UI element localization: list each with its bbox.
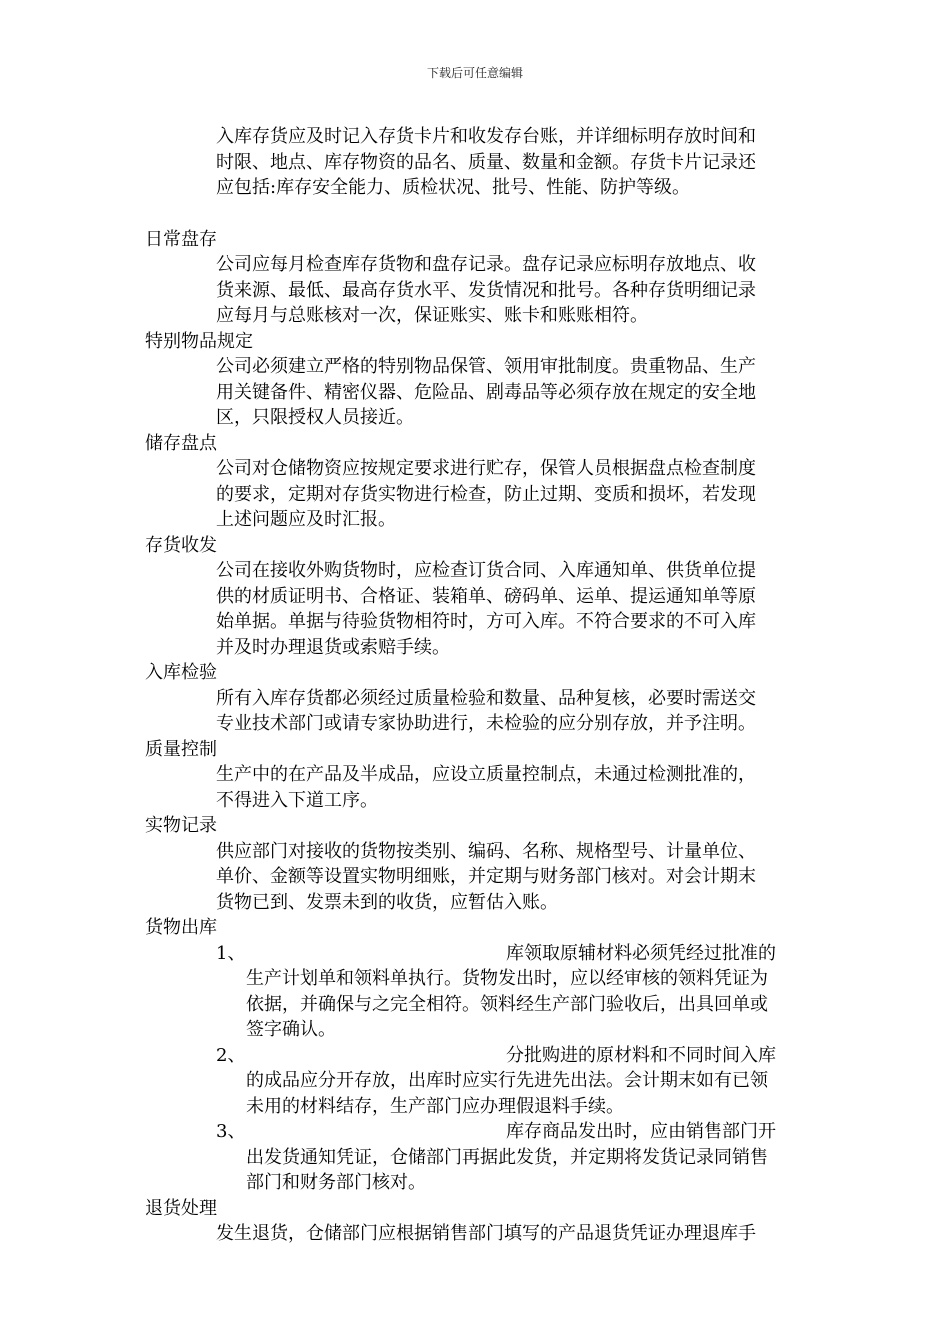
list-item	[0, 1043, 950, 1120]
section-line: 专业技术部门或请专家协助进行，未检验的应分别存放，并予注明。	[216, 713, 756, 734]
section-heading: 储存盘点	[145, 432, 217, 454]
section-line: 用关键备件、精密仪器、危险品、剧毒品等必须存放在规定的安全地	[216, 381, 756, 403]
section-line: 供应部门对接收的货物按类别、编码、名称、规格型号、计量单位、	[216, 840, 756, 862]
intro-paragraph	[0, 124, 950, 201]
item-line: 依据，并确保与之完全相符。领料经生产部门验收后，出具回单或	[246, 993, 768, 1015]
section-line: 货物已到、发票未到的收货，应暂估入账。	[216, 891, 558, 913]
section-outbound	[0, 915, 950, 1196]
section-daily-inventory	[0, 227, 950, 329]
section-heading: 存货收发	[145, 534, 217, 556]
item-line: 签字确认。	[246, 1019, 336, 1040]
section-line: 公司在接收外购货物时，应检查订货合同、入库通知单、供货单位提	[216, 560, 756, 581]
item-line: 的成品应分开存放，出库时应实行先进先出法。会计期末如有已领	[246, 1070, 768, 1091]
section-physical-records	[0, 813, 950, 915]
section-line: 的要求，定期对存货实物进行检查，防止过期、变质和损坏，若发现	[216, 483, 756, 505]
section-heading: 实物记录	[145, 815, 217, 836]
item-number: 1、	[216, 942, 246, 964]
page-header: 下载后可任意编辑	[426, 66, 523, 80]
section-returns	[0, 1196, 950, 1247]
intro-line: 入库存货应及时记入存货卡片和收发存台账，并详细标明存放时间和	[216, 126, 756, 147]
section-line: 公司对仓储物资应按规定要求进行贮存，保管人员根据盘点检查制度	[216, 458, 756, 479]
section-line: 发生退货，仓储部门应根据销售部门填写的产品退货凭证办理退库手	[216, 1223, 756, 1244]
item-number: 2、	[216, 1044, 246, 1066]
section-line: 不得进入下道工序。	[216, 789, 378, 811]
section-heading: 入库检验	[145, 662, 217, 683]
section-storage-check	[0, 431, 950, 533]
section-line: 并及时办理退货或索赔手续。	[216, 636, 450, 658]
section-line: 生产中的在产品及半成品，应设立质量控制点，未通过检测批准的，	[216, 764, 756, 785]
item-number: 3、	[216, 1121, 246, 1142]
section-receiving	[0, 533, 950, 661]
section-line: 公司必须建立严格的特别物品保管、领用审批制度。贵重物品、生产	[216, 356, 756, 377]
item-line: 未用的材料结存，生产部门应办理假退料手续。	[246, 1095, 624, 1117]
section-heading: 货物出库	[145, 917, 217, 938]
item-first-line: 库领取原辅材料必须凭经过批准的	[506, 942, 776, 964]
item-line: 生产计划单和领料单执行。货物发出时，应以经审核的领料凭证为	[246, 968, 768, 989]
section-special-items	[0, 329, 950, 431]
list-item	[0, 941, 950, 1043]
document-body	[0, 124, 950, 1247]
intro-line: 应包括:库存安全能力、质检状况、批号、性能、防护等级。	[216, 177, 691, 198]
item-line: 部门和财务部门核对。	[246, 1172, 426, 1193]
section-inspection	[0, 660, 950, 737]
section-line: 供的材质证明书、合格证、装箱单、磅码单、运单、提运通知单等原	[216, 585, 756, 607]
list-item	[0, 1119, 950, 1196]
section-heading: 日常盘存	[145, 228, 217, 250]
section-line: 货来源、最低、最高存货水平、发货情况和批号。各种存货明细记录	[216, 279, 756, 301]
item-first-line: 库存商品发出时，应由销售部门开	[506, 1121, 776, 1142]
section-line: 始单据。单据与待验货物相符时，方可入库。不符合要求的不可入库	[216, 611, 756, 632]
section-line: 应每月与总账核对一次，保证账实、账卡和账账相符。	[216, 305, 648, 326]
section-heading: 质量控制	[145, 738, 217, 760]
item-line: 出发货通知凭证，仓储部门再据此发货，并定期将发货记录同销售	[246, 1146, 768, 1168]
section-line: 区，只限授权人员接近。	[216, 407, 414, 428]
item-first-line: 分批购进的原材料和不同时间入库	[506, 1044, 776, 1066]
section-heading: 退货处理	[145, 1197, 217, 1219]
section-line: 公司应每月检查库存货物和盘存记录。盘存记录应标明存放地点、收	[216, 254, 756, 275]
section-line: 所有入库存货都必须经过质量检验和数量、品种复核，必要时需送交	[216, 687, 756, 709]
section-heading: 特别物品规定	[145, 330, 253, 352]
intro-line: 时限、地点、库存物资的品名、质量、数量和金额。存货卡片记录还	[216, 151, 756, 173]
section-line: 上述问题应及时汇报。	[216, 509, 396, 530]
section-line: 单价、金额等设置实物明细账，并定期与财务部门核对。对会计期末	[216, 866, 756, 887]
section-quality-control	[0, 737, 950, 814]
